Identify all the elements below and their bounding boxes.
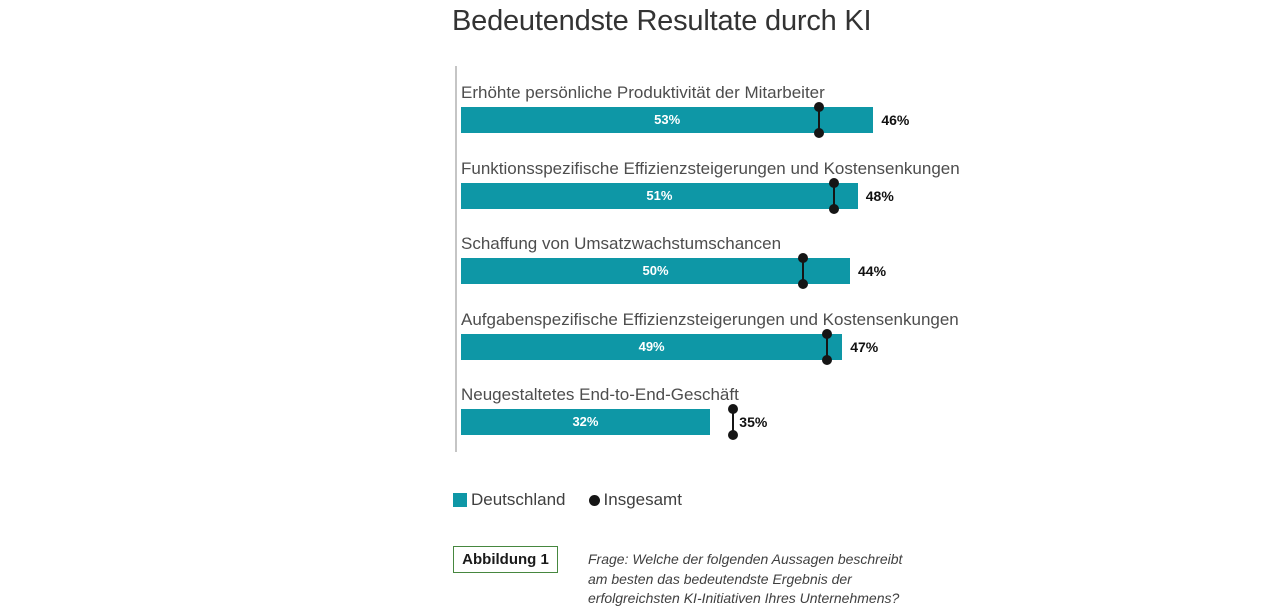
bar-value-label: 51% (646, 188, 673, 203)
legend (453, 490, 682, 510)
insgesamt-marker-icon (829, 178, 839, 214)
chart-row (461, 83, 981, 143)
chart-row (461, 310, 981, 370)
black-dot-icon (589, 495, 600, 506)
bar-value-label: 32% (572, 414, 599, 429)
deutschland-bar (461, 183, 858, 209)
axis-line (455, 66, 457, 452)
insgesamt-marker-icon (822, 329, 832, 365)
figure-caption: Frage: Welche der folgenden Aussagen beschreibt am besten das bedeutendste Ergebnis der erfolgreichsten KI-Initiativen Ihres Unternehmens? (588, 551, 903, 606)
teal-square-icon (453, 493, 467, 507)
legend-item-deutschland (453, 490, 566, 510)
figure-number-box (453, 546, 558, 573)
deutschland-bar (461, 107, 873, 133)
insgesamt-value-label: 47% (850, 339, 879, 355)
insgesamt-value-label: 46% (881, 112, 910, 128)
insgesamt-value-label: 48% (865, 188, 894, 204)
marker-dot-bottom (798, 279, 808, 289)
chart-row (461, 159, 981, 219)
insgesamt-marker-icon (814, 102, 824, 138)
marker-dot-bottom (829, 204, 839, 214)
insgesamt-value-label: 44% (858, 263, 887, 279)
chart-row (461, 385, 981, 445)
category-label: Schaffung von Umsatzwachstumschancen (461, 234, 782, 253)
deutschland-bar (461, 409, 710, 435)
figure-number-label: Abbildung 1 (462, 551, 549, 568)
bar-value-label: 53% (654, 112, 681, 127)
category-label: Funktionsspezifische Effizienzsteigerungen und Kostensenkungen (461, 159, 960, 178)
legend-label: Insgesamt (603, 490, 682, 509)
legend-label: Deutschland (471, 490, 566, 509)
marker-dot-bottom (814, 128, 824, 138)
category-label: Aufgabenspezifische Effizienzsteigerungen und Kostensenkungen (461, 310, 959, 329)
marker-dot-bottom (728, 430, 738, 440)
insgesamt-marker-icon (798, 253, 808, 289)
marker-dot-bottom (822, 355, 832, 365)
category-label: Erhöhte persönliche Produktivität der Mitarbeiter (461, 83, 825, 102)
chart-row (461, 234, 981, 294)
chart-title: Bedeutendste Resultate durch KI (452, 5, 872, 37)
insgesamt-marker-icon (728, 404, 738, 440)
bar-value-label: 49% (638, 339, 665, 354)
category-label: Neugestaltetes End-to-End-Geschäft (461, 385, 739, 404)
bar-value-label: 50% (642, 263, 669, 278)
deutschland-bar (461, 334, 842, 360)
insgesamt-value-label: 35% (739, 414, 768, 430)
legend-item-insgesamt (589, 490, 682, 510)
deutschland-bar (461, 258, 850, 284)
